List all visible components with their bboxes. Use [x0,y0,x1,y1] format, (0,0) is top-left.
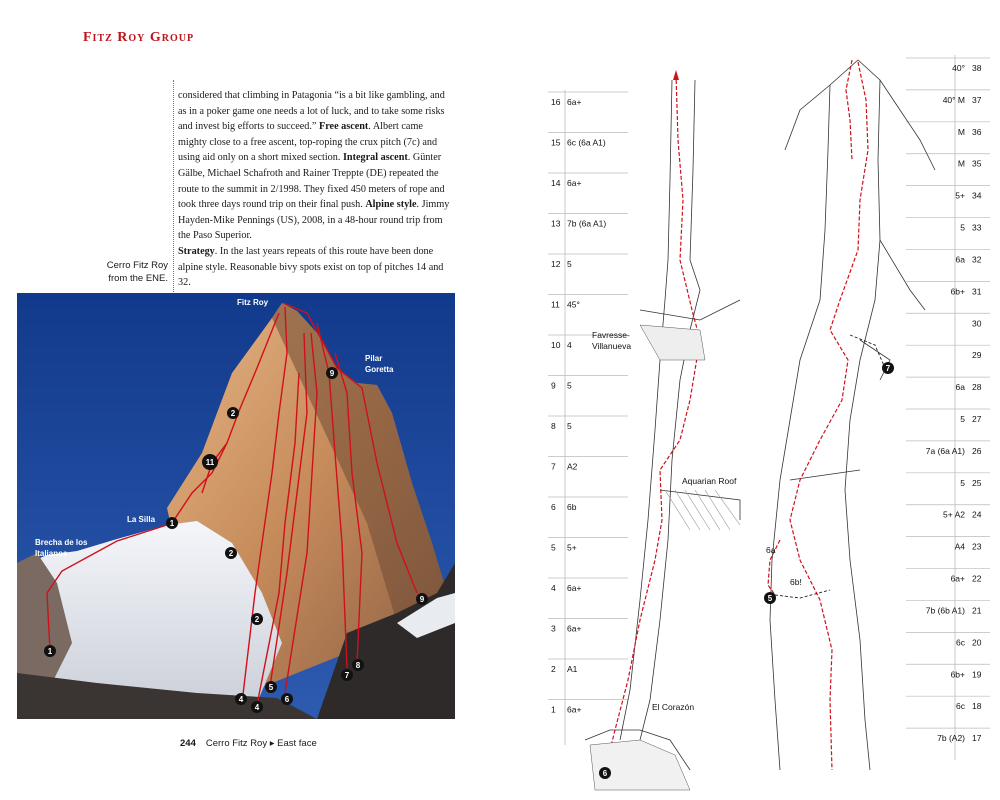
topo-left-pitch-list [548,92,628,715]
pitch-grade: 6a+ [567,97,582,107]
pitch-grade: 5 [567,259,572,269]
pitch-number: 1 [551,704,556,715]
pitch-number: 32 [972,254,982,265]
pitch-number: 25 [972,477,982,488]
paragraph-1: considered that climbing in Patagonia “is a bit like gambling, and as in a poker game one needs a lot of luck, and to take some risks and invest big efforts to succeed.” Free ascent. Albert came mighty close to a free ascent, top-roping the crux pitch (7c) and using aid only on a short mixed section. Integral ascent. Günter Gälbe, Michael Schafroth and Rainer Treppte (DE) repeated the route to the summit in 2/1998. They fixed 450 meters of rope and took three days round trip on their final push. Alpine style. Jimmy Hayden-Mike Pennings (US), 2008, in a 48-hour round trip from the Paso Superior. [178,90,450,242]
label-pilar: Pilar [365,354,383,363]
pitch-grade: 6b+ [950,286,965,297]
pitch-grade: 5 [960,414,965,424]
pitch-grade: 7b (A2) [937,733,965,744]
pitch-grade: A4 [954,541,965,552]
pitch-number: 19 [972,669,982,680]
pitch-number: 22 [972,573,982,584]
pitch-grade: 6a+ [950,573,965,584]
pitch-grade: 6a+ [567,704,582,715]
pitch-number: 14 [551,178,561,188]
photo-caption: Cerro Fitz Roy from the ENE. [106,260,168,284]
pitch-number: 31 [972,286,982,297]
label-italianos: Italianos [35,549,68,558]
pitch-number: 13 [551,218,561,229]
pitch-number: 15 [551,137,561,148]
pitch-number: 34 [972,190,982,201]
pitch-grade: 4 [567,340,572,350]
pitch-number: 18 [972,701,982,712]
topo-right-pitch-list [906,58,990,743]
pitch-number: 26 [972,445,982,456]
svg-text:4: 4 [254,703,260,712]
pitch-grade: 6c [956,701,965,712]
pitch-number: 38 [972,63,982,73]
svg-text:11: 11 [205,458,215,467]
svg-text:1: 1 [47,647,53,656]
pitch-grade: M [957,126,965,137]
pitch-number: 33 [972,222,982,233]
pitch-number: 10 [551,340,561,350]
svg-text:5: 5 [268,683,274,692]
pitch-grade: 6b [567,502,577,512]
label-lasilla: La Silla [127,515,156,524]
page-number: 244 [180,738,196,749]
label-el-corazon: El Corazón [652,702,695,712]
pitch-number: 35 [972,158,982,169]
pitch-grade: 40° [952,63,965,73]
pitch-grade: 7a (6a A1) [925,445,965,456]
pitch-grade: 5+ [955,190,965,201]
label-aquarian-roof: Aquarian Roof [682,476,737,486]
pitch-number: 29 [972,350,982,361]
pitch-grade: 6c [956,637,965,648]
pitch-number: 27 [972,414,982,424]
pitch-grade: 6a [955,382,965,393]
pitch-number: 21 [972,605,982,616]
pitch-grade: 6a+ [567,178,582,188]
pitch-number: 16 [551,97,561,107]
label-6b: 6b! [790,577,802,587]
label-villanueva: Villanueva [592,341,632,351]
svg-text:9: 9 [329,369,335,378]
svg-text:7: 7 [344,671,350,680]
pitch-number: 2 [551,664,556,674]
pitch-grade: A2 [567,461,578,472]
pitch-number: 23 [972,541,982,552]
label-goretta: Goretta [365,365,394,374]
pitch-number: 17 [972,733,982,744]
pitch-number: 12 [551,259,561,269]
pitch-grade: 7b (6a A1) [567,218,607,229]
pitch-number: 20 [972,637,982,648]
svg-text:9: 9 [419,595,425,604]
label-6a: 6a [766,545,776,555]
pitch-number: 28 [972,382,982,393]
pitch-grade: 45° [567,299,580,310]
svg-text:6: 6 [602,769,608,778]
pitch-grade: A1 [567,664,578,674]
pitch-grade: 7b (6b A1) [925,605,965,616]
label-brecha: Brecha de los [35,538,88,547]
pitch-number: 30 [972,318,982,329]
pitch-grade: 5 [960,477,965,488]
pitch-number: 8 [551,421,556,431]
pitch-grade: 6a [955,254,965,265]
pitch-grade: 5 [960,222,965,233]
pitch-grade: 40° M [942,94,965,105]
pitch-number: 9 [551,380,556,391]
running-header: Fitz Roy Group [83,30,195,45]
pitch-grade: 5 [567,380,572,391]
pitch-number: 11 [551,299,560,310]
pitch-grade: 6a+ [567,583,582,593]
svg-text:4: 4 [238,695,244,704]
pitch-grade: 6c (6a A1) [567,137,606,148]
pitch-grade: 6b+ [950,669,965,680]
label-fitzroy: Fitz Roy [237,298,269,307]
svg-text:2: 2 [254,615,260,624]
footer-section: Cerro Fitz Roy ▸ East face [205,738,317,749]
pitch-grade: 5+ A2 [943,509,965,520]
svg-text:2: 2 [228,549,234,558]
svg-text:7: 7 [885,364,891,373]
pitch-number: 24 [972,509,982,520]
svg-text:5: 5 [767,594,773,603]
svg-text:8: 8 [355,661,361,670]
pitch-grade: 5+ [567,542,577,553]
pitch-number: 3 [551,623,556,634]
pitch-number: 37 [972,94,982,105]
paragraph-2: Strategy. In the last years repeats of this route have been done alpine style. Reasonable bivy spots exist on top of pitches 14 and 32. [178,245,444,289]
pitch-number: 4 [551,583,556,593]
svg-text:2: 2 [230,409,236,418]
pitch-number: 36 [972,126,982,137]
pitch-number: 7 [551,461,556,472]
label-favresse: Favresse- [592,330,630,340]
pitch-number: 6 [551,502,556,512]
svg-text:1: 1 [169,519,175,528]
pitch-grade: 6a+ [567,623,582,634]
pitch-grade: M [957,158,965,169]
svg-text:6: 6 [284,695,290,704]
pitch-number: 5 [551,542,556,553]
pitch-grade: 5 [567,421,572,431]
